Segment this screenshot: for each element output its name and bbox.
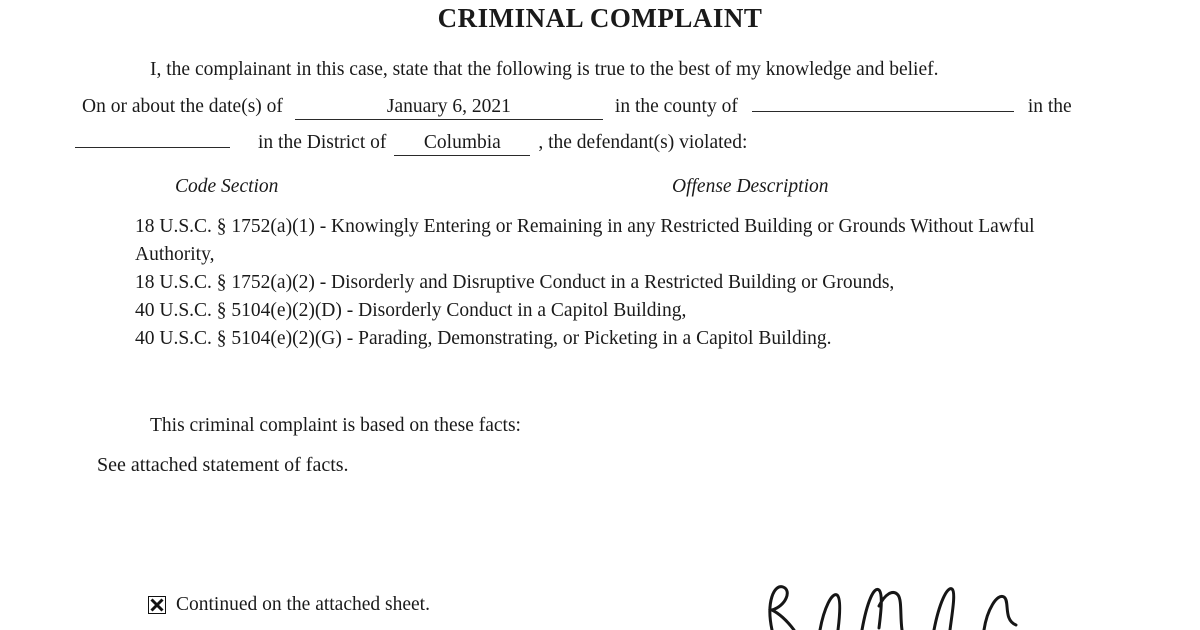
- district-field: Columbia: [394, 131, 530, 156]
- violations-list: [135, 213, 1067, 353]
- district-line-prefix: in the District of: [258, 132, 387, 153]
- continued-on-sheet-row: [148, 594, 430, 616]
- date-line: [82, 95, 1072, 120]
- code-section-header: Code Section: [175, 176, 279, 197]
- signature: [758, 580, 1028, 630]
- violation-item: 40 U.S.C. § 5104(e)(2)(G) - Parading, Demonstrating, or Picketing in a Capitol Building.: [135, 328, 832, 349]
- offense-description-header: Offense Description: [672, 176, 829, 197]
- facts-statement-label: This criminal complaint is based on these facts:: [150, 415, 521, 436]
- complainant-statement: I, the complainant in this case, state that the following is true to the best of my knowledge and belief.: [150, 59, 939, 80]
- violation-item: 18 U.S.C. § 1752(a)(1) - Knowingly Entering or Remaining in any Restricted Building or Grounds Without Lawful Authority,: [135, 216, 1035, 265]
- county-field: [752, 111, 1014, 112]
- continued-checkbox: [148, 596, 166, 614]
- date-line-suffix: in the: [1027, 96, 1072, 117]
- continued-checkbox-label: Continued on the attached sheet.: [176, 594, 430, 615]
- district-line-suffix: , the defendant(s) violated:: [538, 132, 748, 153]
- district-line: [75, 131, 747, 156]
- state-field: [75, 147, 230, 148]
- offense-date-field: January 6, 2021: [295, 95, 603, 120]
- date-line-prefix: On or about the date(s) of: [82, 96, 283, 117]
- violation-item: 18 U.S.C. § 1752(a)(2) - Disorderly and Disruptive Conduct in a Restricted Building or Grounds,: [135, 272, 895, 293]
- checkbox-x-icon: [150, 598, 164, 612]
- document-title: CRIMINAL COMPLAINT: [437, 3, 763, 33]
- date-line-middle: in the county of: [614, 96, 738, 117]
- violation-item: 40 U.S.C. § 5104(e)(2)(D) - Disorderly Conduct in a Capitol Building,: [135, 300, 687, 321]
- facts-statement-value: See attached statement of facts.: [97, 454, 349, 476]
